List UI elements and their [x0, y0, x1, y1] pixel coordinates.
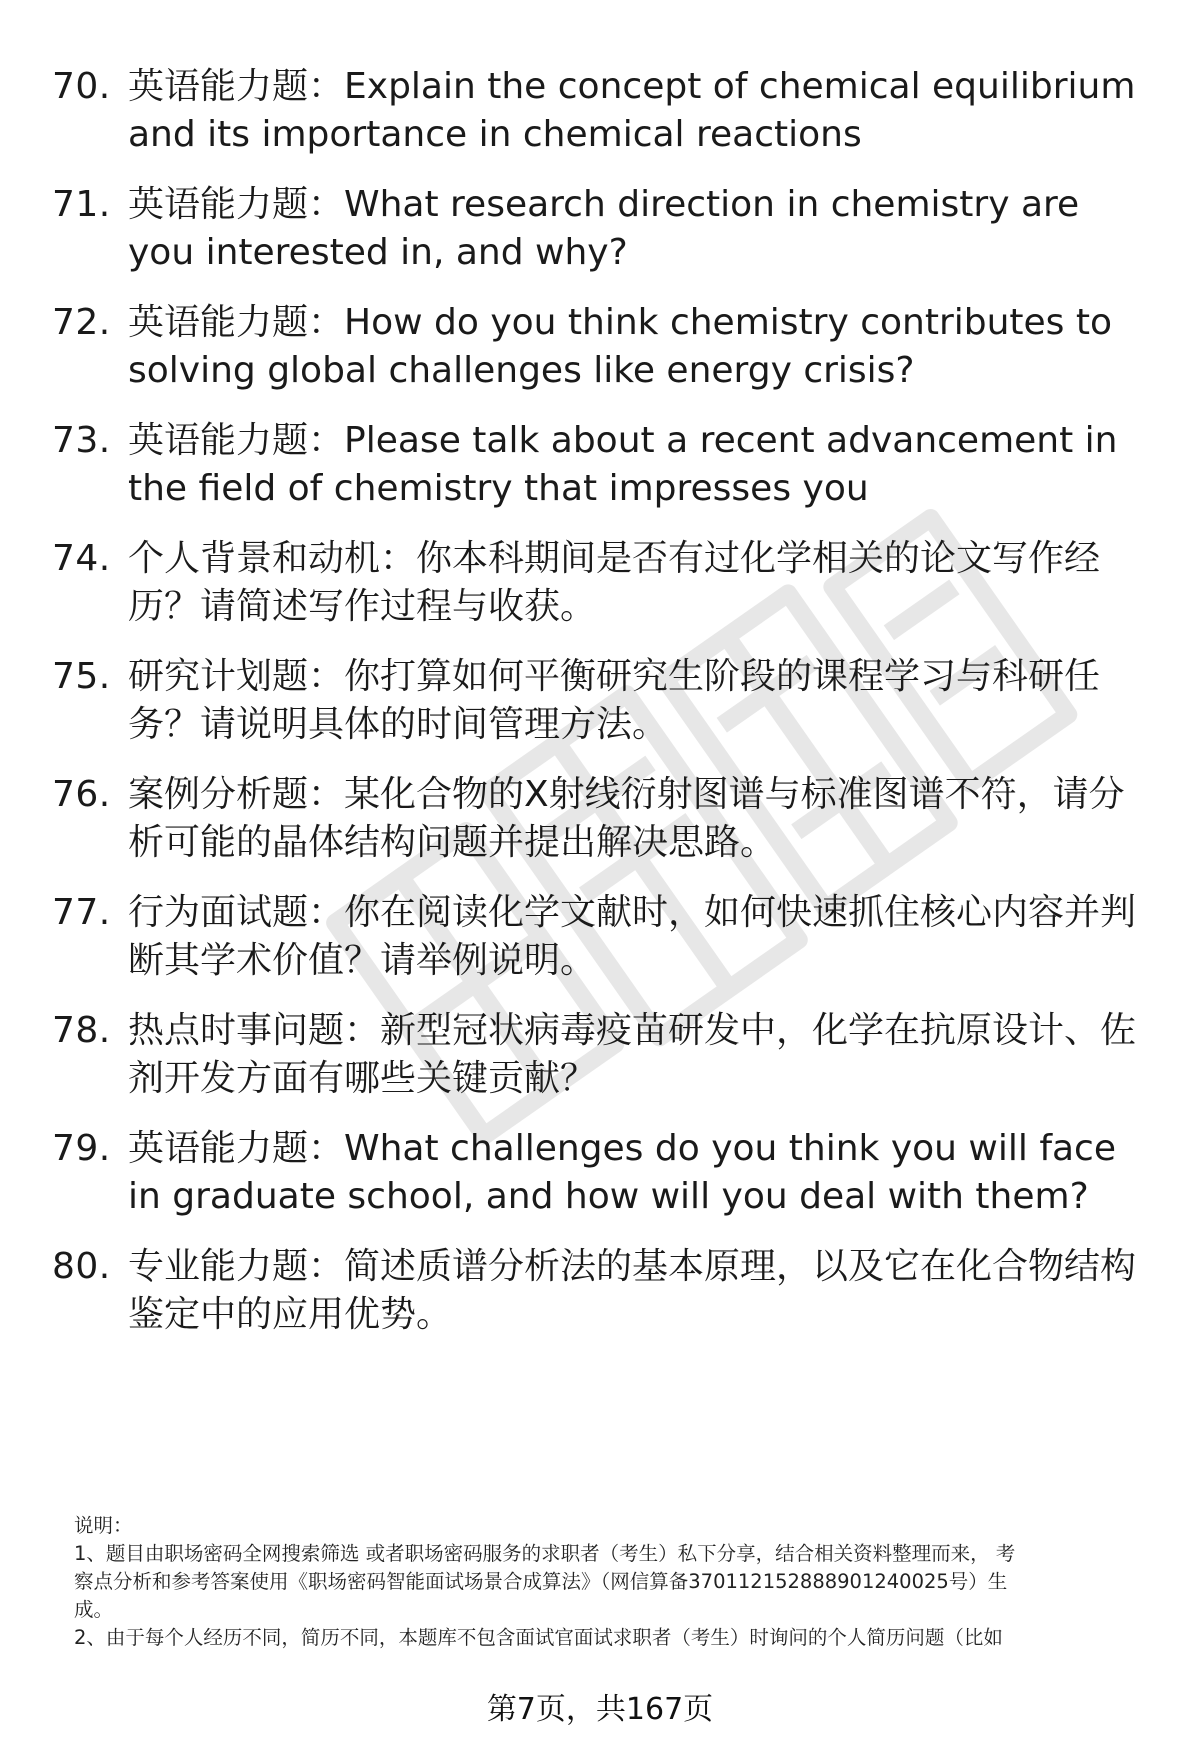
question-number: 70. [52, 66, 111, 107]
question-number: 72. [52, 302, 111, 343]
notes-line: 察点分析和参考答案使用《职场密码智能面试场景合成算法》（网信算备370112152888901240025号）生 [74, 1570, 1008, 1593]
question-category: 热点时事问题： [128, 1010, 381, 1051]
notes-section [74, 1512, 1154, 1652]
question-text [128, 771, 1148, 867]
question-text [128, 417, 1148, 513]
question-item [0, 55, 1200, 173]
question-category: 行为面试题： [128, 892, 345, 933]
question-category: 英语能力题： [128, 66, 345, 107]
question-item [0, 763, 1200, 881]
question-body: How do you think chemistry contributes to solving global challenges like energy crisis? [128, 302, 1113, 391]
question-item [0, 1117, 1200, 1235]
question-body: What challenges do you think you will face in graduate school, and how will you deal with them? [128, 1128, 1116, 1217]
question-item [0, 881, 1200, 999]
question-item [0, 291, 1200, 409]
question-number: 80. [52, 1246, 111, 1287]
question-text [128, 1243, 1148, 1339]
question-text [128, 535, 1148, 631]
question-text [128, 653, 1148, 749]
page-number-label: 第7页，共167页 [486, 1692, 714, 1727]
question-number: 76. [52, 774, 111, 815]
notes-heading: 说明： [74, 1514, 133, 1537]
notes-line: 成。 [74, 1598, 114, 1621]
notes-line: 1、题目由职场密码全网搜索筛选 或者职场密码服务的求职者（考生）私下分享，结合相关资料整理而来， 考 [74, 1542, 1016, 1565]
question-number: 77. [52, 892, 111, 933]
question-number: 73. [52, 420, 111, 461]
question-number: 79. [52, 1128, 111, 1169]
question-number: 71. [52, 184, 111, 225]
notes-line: 2、由于每个人经历不同，简历不同，本题库不包含面试官面试求职者（考生）时询问的个人简历问题（比如 [74, 1626, 1003, 1649]
question-text [128, 1125, 1148, 1221]
question-category: 研究计划题： [128, 656, 345, 697]
question-body: Explain the concept of chemical equilibrium and its importance in chemical reactions [128, 66, 1136, 155]
question-number: 74. [52, 538, 111, 579]
question-text [128, 63, 1148, 159]
question-body: Please talk about a recent advancement in the field of chemistry that impresses you [128, 420, 1118, 509]
question-category: 个人背景和动机： [128, 538, 417, 579]
page-footer [0, 1690, 1200, 1730]
question-body: 你本科期间是否有过化学相关的论文写作经历？请简述写作过程与收获。 [128, 538, 1101, 627]
question-category: 英语能力题： [128, 302, 345, 343]
question-item [0, 409, 1200, 527]
question-text [128, 181, 1148, 277]
question-list [0, 55, 1200, 1345]
question-category: 英语能力题： [128, 184, 345, 225]
question-body: 新型冠状病毒疫苗研发中，化学在抗原设计、佐剂开发方面有哪些关键贡献？ [128, 1010, 1137, 1099]
question-number: 75. [52, 656, 111, 697]
question-category: 英语能力题： [128, 420, 345, 461]
question-text [128, 1007, 1148, 1103]
question-item [0, 645, 1200, 763]
question-text [128, 889, 1148, 985]
question-item [0, 1235, 1200, 1345]
question-category: 案例分析题： [128, 774, 345, 815]
question-number: 78. [52, 1010, 111, 1051]
question-item [0, 999, 1200, 1117]
question-item [0, 527, 1200, 645]
question-item [0, 173, 1200, 291]
question-body: 简述质谱分析法的基本原理，以及它在化合物结构鉴定中的应用优势。 [128, 1246, 1137, 1335]
question-body: What research direction in chemistry are you interested in, and why? [128, 184, 1080, 273]
question-body: 某化合物的X射线衍射图谱与标准图谱不符，请分析可能的晶体结构问题并提出解决思路。 [128, 774, 1125, 863]
question-category: 英语能力题： [128, 1128, 345, 1169]
question-body: 你打算如何平衡研究生阶段的课程学习与科研任务？请说明具体的时间管理方法。 [128, 656, 1101, 745]
question-text [128, 299, 1148, 395]
question-category: 专业能力题： [128, 1246, 345, 1287]
question-body: 你在阅读化学文献时，如何快速抓住核心内容并判断其学术价值？请举例说明。 [128, 892, 1137, 981]
